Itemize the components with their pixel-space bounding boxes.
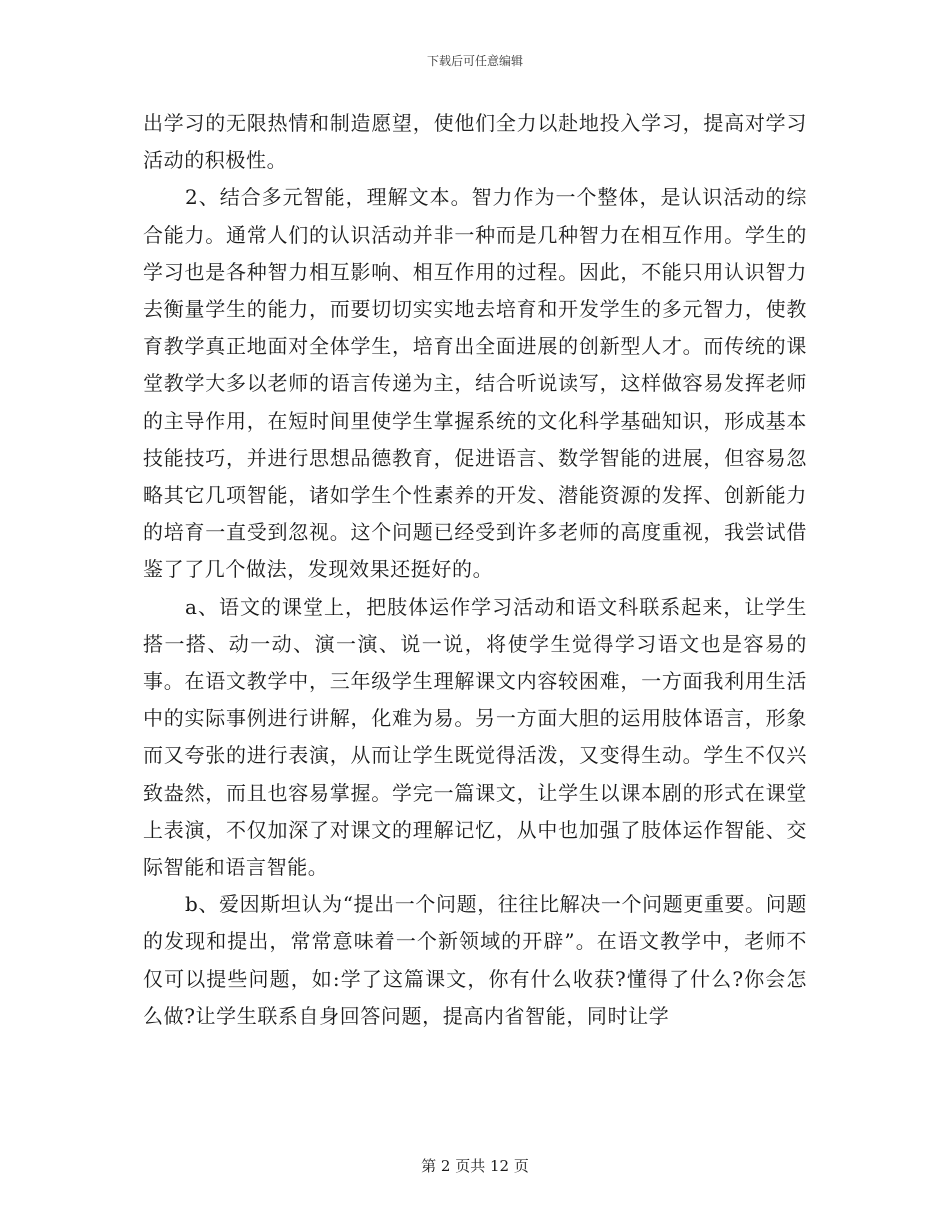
page-number: 第 2 页共 12 页 xyxy=(421,1157,529,1175)
paragraph-multiple-intelligences: 2、结合多元智能，理解文本。智力作为一个整体，是认识活动的综合能力。通常人们的认识活动并非一种而是几种智力在相互作用。学生的学习也是各种智力相互影响、相互作用的过程。因此，不能只用认识智力去衡量学生的能力，而要切切实实地去培育和开发学生的多元智力，使教育教学真正地面对全体学生，培育出全面进展的创新型人才。而传统的课堂教学大多以老师的语言传递为主，结合听说读写，这样做容易发挥老师的主导作用，在短时间里使学生掌握系统的文化科学基础知识，形成基本技能技巧，并进行思想品德教育，促进语言、数学智能的进展，但容易忽略其它几项智能，诸如学生个性素养的开发、潜能资源的发挥、创新能力的培育一直受到忽视。这个问题已经受到许多老师的高度重视，我尝试借鉴了了几个做法，发现效果还挺好的。 xyxy=(143,185,807,582)
page-header-note: 下载后可任意编辑 xyxy=(426,54,523,68)
paragraph-item-a: a、语文的课堂上，把肢体运作学习活动和语文科联系起来，让学生搭一搭、动一动、演一演、说一说，将使学生觉得学习语文也是容易的事。在语文教学中，三年级学生理解课文内容较困难，一方面我利用生活中的实际事例进行讲解，化难为易。另一方面大胆的运用肢体语言，形象而又夸张的进行表演，从而让学生既觉得活泼，又变得生动。学生不仅兴致盎然，而且也容易掌握。学完一篇课文，让学生以课本剧的形式在课堂上表演，不仅加深了对课文的理解记忆，从中也加强了肢体运作智能、交际智能和语言智能。 xyxy=(143,594,807,880)
paragraph-continuation: 出学习的无限热情和制造愿望，使他们全力以赴地投入学习，提高对学习活动的积极性。 xyxy=(143,111,807,173)
document-body xyxy=(143,105,807,1035)
paragraph-item-b: b、爱因斯坦认为“提出一个问题，往往比解决一个问题更重要。问题的发现和提出，常常意味着一个新领域的开辟”。在语文教学中，老师不仅可以提些问题，如:学了这篇课文，你有什么收获?懂得了什么?你会怎么做?让学生联系自身回答问题，提高内省智能，同时让学 xyxy=(143,892,807,1028)
